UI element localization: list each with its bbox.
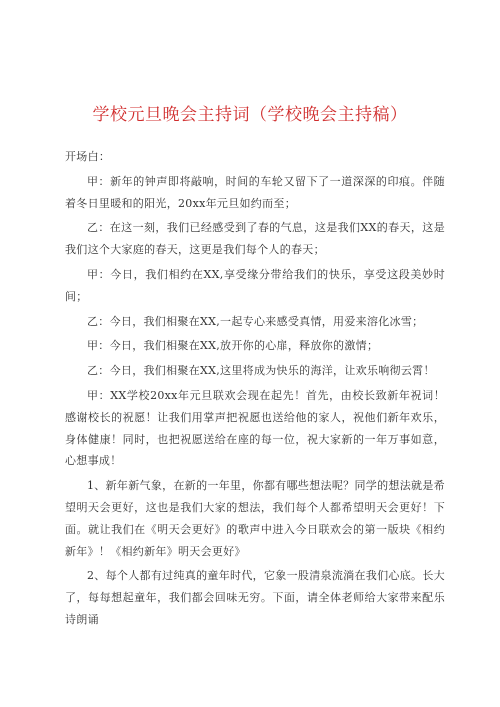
document-title: 学校元旦晚会主持词（学校晚会主持稿） (92, 105, 408, 125)
paragraph-6: 乙：今日，我们相聚在XX,这里将成为快乐的海洋，让欢乐响彻云霄！ (87, 364, 435, 378)
paragraph-9: 2、每个人都有过纯真的童年时代，它象一股清泉流淌在我们心底。长大了，每每想起童年，我们都会回味无穷。下面，请全体老师给大家带来配乐诗朗诵 (65, 569, 445, 626)
paragraph-4: 乙：今日，我们相聚在XX,一起专心来感受真情，用爱来溶化冰雪； (87, 314, 424, 328)
paragraph-5: 甲：今日，我们相聚在XX,放开你的心扉，释放你的激情； (87, 339, 379, 353)
paragraph-1: 甲：新年的钟声即将敲响，时间的车轮又留下了一道深深的印痕。伴随着冬日里暖和的阳光，20xx年元旦如约而至； (65, 174, 445, 210)
paragraph-2: 乙：在这一刻，我们已经感受到了春的气息，这是我们XX的春天，这是我们这个大家庭的春天，这更是我们每个人的春天； (65, 221, 445, 257)
document-body (65, 146, 445, 631)
paragraph-3: 甲：今日，我们相约在XX,享受缘分带给我们的快乐，享受这段美妙时间； (65, 267, 445, 303)
paragraph-8: 1、新年新气象，在新的一年里，你都有哪些想法呢？同学的想法就是希望明天会更好，这也是我们大家的想法，我们每个人都希望明天会更好！下面。就让我们在《明天会更好》的歌声中进入今日联欢会的第一版块《相约新年》！《相约新年》明天会更好》 (65, 479, 445, 558)
paragraph-7: 甲：XX学校20xx年元旦联欢会现在起先！首先，由校长致新年祝词！感谢校长的祝愿！让我们用掌声把祝愿也送给他的家人，祝他们新年欢乐，身体健康！同时，也把祝愿送给在座的每一位，祝大家新的一年万事如意，心想事成！ (65, 388, 445, 468)
paragraph-opening: 开场白： (65, 150, 111, 163)
